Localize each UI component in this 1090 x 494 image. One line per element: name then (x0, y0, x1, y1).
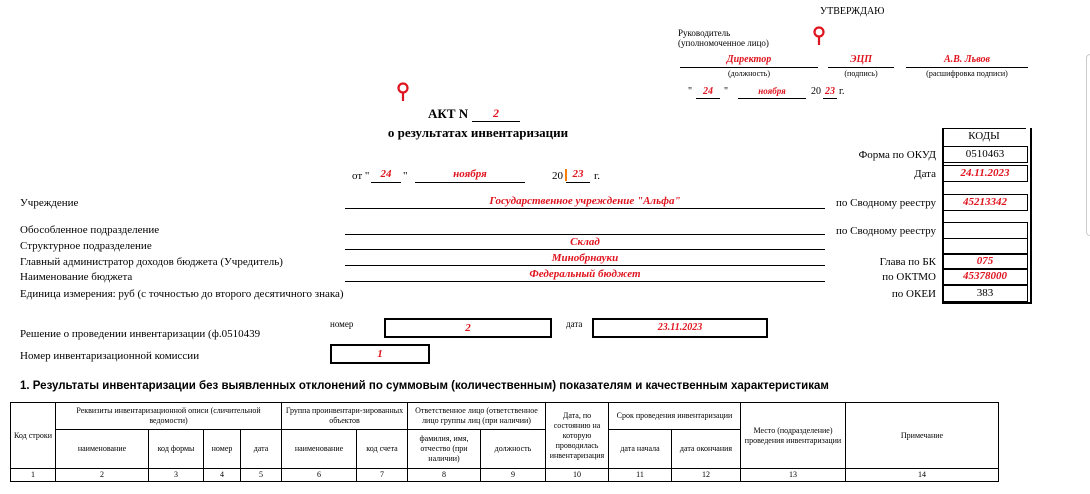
results-table (10, 402, 999, 482)
admin-value[interactable]: Минобрнауки (345, 252, 825, 266)
act-year[interactable]: 23 (566, 168, 590, 183)
bk-value[interactable]: 075 (942, 253, 1028, 270)
approver-signature[interactable]: ЭЦП (828, 54, 894, 68)
decision-date-label: дата (566, 319, 583, 329)
act-day[interactable]: 24 (371, 168, 401, 183)
location-pin-icon[interactable] (396, 82, 410, 102)
col-date: дата (241, 430, 282, 469)
decision-number-value[interactable]: 2 (384, 318, 552, 338)
bk-label: Глава по БК (879, 256, 936, 268)
col-note-header: Примечание (846, 403, 999, 469)
act-date-from: от " (352, 170, 370, 182)
col-account-code: код счета (357, 430, 408, 469)
column-number: 11 (609, 469, 672, 482)
structural-subdivision-value[interactable]: Склад (345, 236, 825, 250)
admin-label: Главный администратор доходов бюджета (Учредитель) (20, 256, 283, 268)
signature-caption: (подпись) (844, 69, 878, 78)
column-number: 5 (241, 469, 282, 482)
budget-label: Наименование бюджета (20, 271, 133, 283)
budget-value[interactable]: Федеральный бюджет (345, 268, 825, 282)
act-date-quote: " (403, 170, 408, 182)
column-number: 1 (11, 469, 56, 482)
col-group-requisites: Реквизиты инвентаризационной описи (сличительной ведомости) (56, 403, 282, 430)
approval-year-unit: г. (839, 86, 845, 97)
institution-value[interactable]: Государственное учреждение "Альфа" (345, 195, 825, 209)
act-year-unit: г. (594, 170, 601, 182)
col-group-responsible: Ответственное лицо (ответственное лицо группы лиц (при наличии) (408, 403, 546, 430)
column-number: 4 (204, 469, 241, 482)
structural-subdivision-label: Структурное подразделение (20, 240, 152, 252)
decision-number-label: номер (330, 319, 354, 329)
unit-label: Единица измерения: руб (с точностью до второго десятичного знака) (20, 288, 344, 300)
act-number[interactable]: 2 (472, 106, 520, 122)
column-number: 14 (846, 469, 999, 482)
name-caption: (расшифровка подписи) (926, 69, 1008, 78)
act-subtitle: о результатах инвентаризации (387, 125, 569, 140)
okei-label: по ОКЕИ (891, 288, 936, 300)
location-pin-icon[interactable] (812, 26, 826, 46)
position-caption: (должность) (728, 69, 770, 78)
okud-value[interactable]: 0510463 (942, 146, 1028, 163)
reestr2-label: по Сводному реестру (836, 225, 936, 237)
reestr2-value[interactable] (942, 222, 1028, 239)
act-month[interactable]: ноября (415, 168, 525, 183)
act-title-prefix: АКТ N (428, 106, 469, 121)
column-number: 6 (282, 469, 357, 482)
oktmo-value[interactable]: 45378000 (942, 268, 1028, 285)
col-group-period: Срок проведения инвентаризации (609, 403, 741, 430)
oktmo-label: по ОКТМО (882, 271, 936, 283)
col-group-objects: Группа проинвентари-зированных объектов (282, 403, 408, 430)
separate-subdivision-label: Обособленное подразделение (20, 224, 160, 236)
decision-label: Решение о проведении инвентаризации (ф.0510439 (20, 328, 261, 340)
reestr1-label: по Сводному реестру (836, 197, 936, 209)
commission-label: Номер инвентаризационной комиссии (20, 350, 200, 362)
okud-label: Форма по ОКУД (858, 149, 936, 161)
date-code-label: Дата (914, 168, 936, 180)
col-object-name: наименование (282, 430, 357, 469)
reestr1-value[interactable]: 45213342 (942, 194, 1028, 211)
col-start-date: дата начала (609, 430, 672, 469)
approver-position[interactable]: Директор (680, 54, 818, 68)
column-number: 8 (408, 469, 481, 482)
column-number: 7 (357, 469, 408, 482)
column-number: 10 (546, 469, 609, 482)
column-number: 12 (672, 469, 741, 482)
approval-year[interactable]: 23 (825, 86, 835, 97)
act-year-prefix: 20 (552, 170, 563, 182)
col-number: номер (204, 430, 241, 469)
column-number: 3 (149, 469, 204, 482)
institution-label: Учреждение (20, 197, 79, 209)
approval-date-quote-open: " (688, 86, 693, 97)
col-end-date: дата окончания (672, 430, 741, 469)
text-cursor (565, 169, 567, 181)
approval-date-quote-close: " (724, 86, 729, 97)
okei-value[interactable]: 383 (942, 285, 1028, 302)
approval-month[interactable]: ноября (738, 86, 806, 99)
approver-name[interactable]: А.В. Львов (906, 54, 1028, 68)
codes-header: КОДЫ (942, 128, 1026, 145)
approval-year-prefix: 20 (811, 86, 821, 97)
approval-day[interactable]: 24 (696, 86, 720, 99)
col-place-header: Место (подразделение) проведения инвентаризации (741, 403, 846, 469)
col-code-header: Код строки (11, 403, 56, 469)
section1-title: 1. Результаты инвентаризации без выявленных отклонений по суммовым (количественным) показателям и качественным характеристикам (20, 380, 829, 392)
decision-date-value[interactable]: 23.11.2023 (592, 318, 768, 338)
approval-title: УТВЕРЖДАЮ (820, 6, 885, 17)
date-code-value[interactable]: 24.11.2023 (942, 165, 1028, 182)
column-number: 13 (741, 469, 846, 482)
column-number: 2 (56, 469, 149, 482)
head-label: Руководитель (уполномоченное лицо) (678, 28, 769, 48)
side-panel-handle[interactable] (1086, 54, 1090, 236)
col-fio: фамилия, имя, отчество (при наличии) (408, 430, 481, 469)
commission-value[interactable]: 1 (330, 344, 430, 364)
separate-subdivision-value[interactable] (345, 222, 825, 235)
col-position: должность (481, 430, 546, 469)
column-number: 9 (481, 469, 546, 482)
col-form-code: код формы (149, 430, 204, 469)
col-name: наименование (56, 430, 149, 469)
col-date-header: Дата, по состоянию на которую проводилась инвентаризация (546, 403, 609, 469)
column-numbers-row (11, 469, 999, 482)
